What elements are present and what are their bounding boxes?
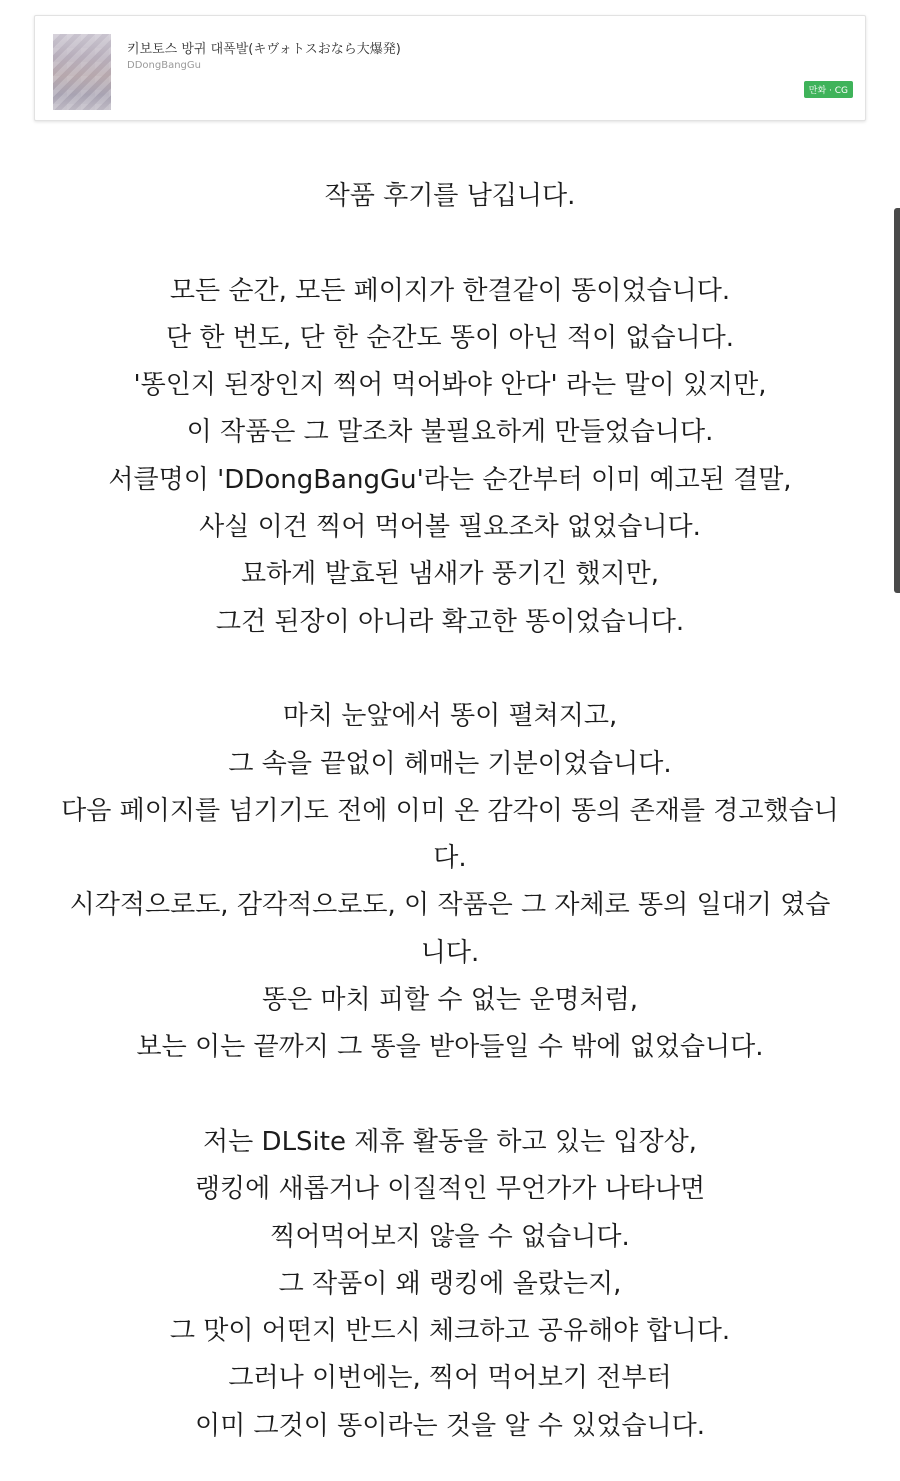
circle-name: DDongBangGu	[127, 60, 201, 71]
review-line: '똥인지 된장인지 찍어 먹어봐야 안다' 라는 말이 있지만,	[133, 370, 767, 401]
review-line: 보는 이는 끝까지 그 똥을 받아들일 수 밖에 없었습니다.	[136, 1032, 764, 1063]
review-line: 단 한 번도, 단 한 순간도 똥이 아닌 적이 없습니다.	[165, 322, 735, 353]
work-card[interactable]	[34, 15, 866, 121]
review-line: 니다.	[420, 937, 480, 968]
review-line: 이 작품은 그 말조차 불필요하게 만들었습니다.	[186, 417, 714, 448]
review-line: 이미 그것이 똥이라는 것을 알 수 있었습니다.	[195, 1410, 705, 1441]
review-line: 시각적으로도, 감각적으로도, 이 작품은 그 자체로 똥의 일대기 였습	[69, 890, 831, 921]
review-line: 찍어먹어보지 않을 수 없습니다.	[270, 1221, 630, 1252]
paragraph-gap	[20, 646, 880, 693]
category-badge: 만화 · CG	[804, 81, 853, 98]
review-line: 다.	[433, 843, 467, 874]
review-line: 서클명이 'DDongBangGu'라는 순간부터 이미 예고된 결말,	[108, 464, 792, 495]
review-line: 작품 후기를 남깁니다.	[324, 181, 576, 211]
work-thumbnail[interactable]	[53, 34, 111, 110]
work-title[interactable]: 키보토스 방귀 대폭발(キヴォトスおなら大爆発)	[127, 42, 401, 57]
review-line: 똥은 마치 피할 수 없는 운명처럼,	[261, 985, 639, 1016]
review-line: 그 작품이 왜 랭킹에 올랐는지,	[278, 1268, 622, 1299]
review-line: 그러나 이번에는, 찍어 먹어보기 전부터	[228, 1363, 672, 1394]
review-line: 그 맛이 어떤지 반드시 체크하고 공유해야 합니다.	[169, 1316, 731, 1347]
review-line: 그건 된장이 아니라 확고한 똥이었습니다.	[215, 606, 685, 637]
review-line: 사실 이건 찍어 먹어볼 필요조차 없었습니다.	[199, 512, 701, 543]
paragraph-gap	[20, 1072, 880, 1119]
review-line: 저는 DLSite 제휴 활동을 하고 있는 입장상,	[203, 1126, 697, 1157]
scrollbar[interactable]	[894, 208, 900, 593]
review-line: 랭킹에 새롭거나 이질적인 무언가가 나타나면	[194, 1174, 706, 1205]
paragraph-gap	[20, 220, 880, 267]
review-line: 모든 순간, 모든 페이지가 한결같이 똥이었습니다.	[169, 275, 731, 306]
review-line: 묘하게 발효된 냄새가 풍기긴 했지만,	[240, 559, 660, 590]
review-line: 마치 눈앞에서 똥이 펼쳐지고,	[282, 701, 618, 732]
review-line: 다음 페이지를 넘기기도 전에 이미 온 감각이 똥의 존재를 경고했습니	[61, 795, 839, 826]
review-line: 그 속을 끝없이 헤매는 기분이었습니다.	[228, 748, 672, 779]
review-text	[20, 173, 880, 1450]
